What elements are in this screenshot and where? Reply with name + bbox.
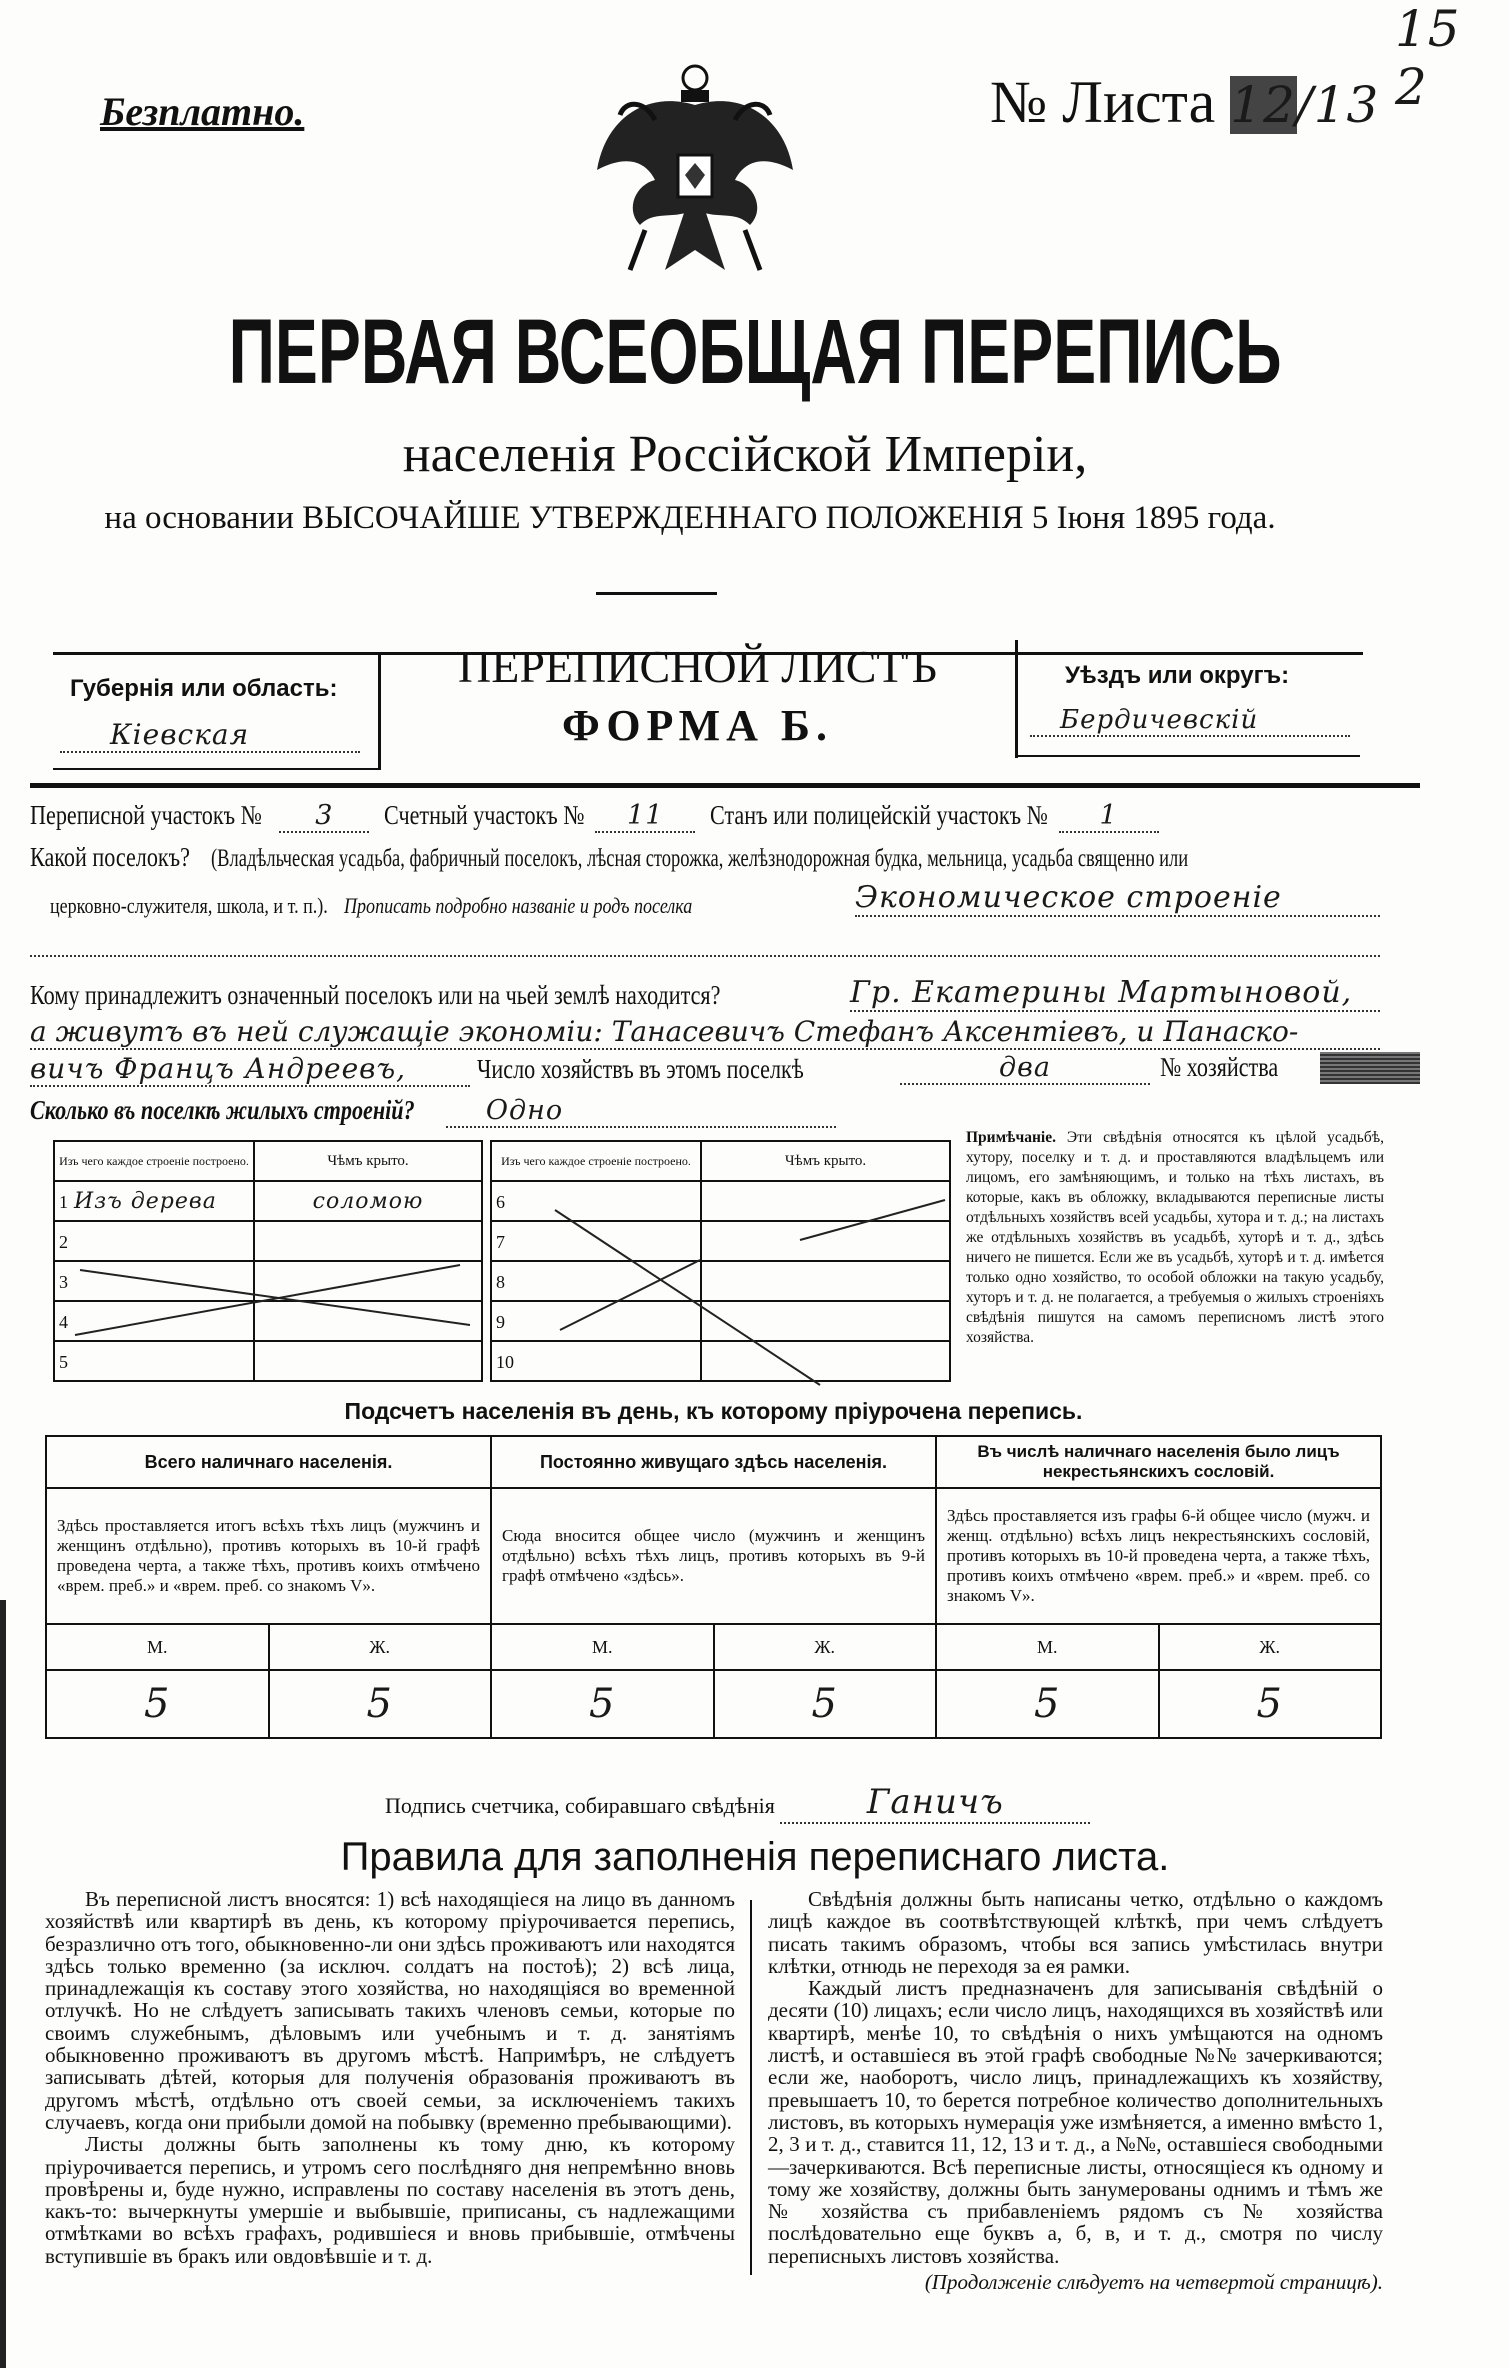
nonpeasant-male-value: 5: [936, 1670, 1159, 1738]
building-material-cell: [54, 1261, 254, 1301]
female-label: Ж.: [714, 1624, 937, 1670]
building-row: [491, 1181, 950, 1221]
building-row: [491, 1301, 950, 1341]
building-material-cell: [491, 1261, 701, 1301]
census-district-label: Переписной участокъ №: [30, 800, 262, 830]
rules-continued: (Продолженіе слѣдуетъ на четвертой страницѣ).: [924, 2270, 1383, 2295]
row-number: 6: [496, 1191, 505, 1212]
building-material-cell: [54, 1301, 254, 1341]
rules-title: Правила для заполненія переписнаго листа.: [340, 1835, 1170, 1879]
col-roof-header: Чѣмъ крыто.: [701, 1141, 950, 1181]
police-district-value: 1: [1059, 800, 1159, 833]
gubernia-value: Кіевская: [60, 718, 360, 753]
buildings-label: Сколько въ поселкѣ жилыхъ строеній?: [30, 1095, 415, 1125]
owner-line: [30, 980, 872, 1011]
district-line: [30, 800, 1159, 833]
counting-district-value: 11: [595, 800, 695, 833]
settlement-label: Какой поселокъ?: [30, 842, 190, 872]
main-title-wrap: [0, 300, 1510, 405]
building-roof-cell: [254, 1341, 482, 1381]
form-box-bottom-rule: [53, 768, 378, 770]
signature-value: Ганичъ: [780, 1782, 1090, 1824]
owner-label: Кому принадлежитъ означенный поселокъ или на чьей землѣ находится?: [30, 980, 721, 1010]
row-number: 4: [59, 1311, 68, 1332]
building-roof-cell: [701, 1341, 950, 1381]
buildings-table-right: [490, 1140, 951, 1382]
permanent-male-value: 5: [491, 1670, 714, 1738]
row-number: 5: [59, 1351, 68, 1372]
building-row: [54, 1181, 482, 1221]
header-thick-rule: [30, 783, 1420, 788]
building-row: [491, 1341, 950, 1381]
row-number: 3: [59, 1271, 68, 1292]
household-no-label: № хозяйства: [1160, 1052, 1279, 1082]
buildings-value: Одно: [446, 1095, 836, 1128]
rules-column-divider: [750, 1900, 752, 2275]
imperial-eagle-emblem-icon: [585, 60, 805, 300]
male-label: М.: [46, 1624, 269, 1670]
corner-handwritten-mark: 15 2: [1395, 0, 1461, 116]
divider: [596, 592, 717, 595]
subtitle: населенія Россійской Имперіи,: [402, 426, 1088, 483]
building-roof-cell: [254, 1301, 482, 1341]
owner-value-2: а живутъ въ ней служащіе экономіи: Танасевичъ Стефанъ Аксентіевъ, и Панаско-: [30, 1015, 1380, 1050]
building-roof-cell: [254, 1261, 482, 1301]
rules-paragraph: Свѣдѣнія должны быть написаны четко, отдѣльно о каждомъ лицѣ каждое въ соотвѣтствующей клѣткѣ, при чемъ слѣдуетъ писать такимъ образомъ, чтобы вся запись умѣстилась внутри клѣтки, отнюдь не переходя за ея рамки.: [768, 1887, 1383, 1978]
building-material-cell: [54, 1181, 254, 1221]
building-row: [54, 1301, 482, 1341]
form-box-right-bottom: [1015, 755, 1360, 757]
row-number: 7: [496, 1231, 505, 1252]
female-label: Ж.: [1159, 1624, 1382, 1670]
col-total-desc: Здѣсь проставляется итогъ всѣхъ тѣхъ лицъ (мужчинъ и женщинъ отдѣльно), противъ которыхъ въ 10-й графѣ проведена черта, а также тѣхъ, противъ коихъ отмѣчено «врем. преб.» и «врем. преб. со знакомъ V».: [46, 1488, 491, 1624]
households-line: [30, 1052, 1410, 1092]
total-male-value: 5: [46, 1670, 269, 1738]
building-row: [491, 1261, 950, 1301]
building-row: [54, 1341, 482, 1381]
settlement-line-2: [50, 893, 769, 919]
note-title: Примѣчаніе.: [966, 1129, 1056, 1146]
settlement-value: Экономическое строеніе: [855, 880, 1380, 917]
counting-district-label: Счетный участокъ №: [384, 800, 585, 830]
uezd-value: Бердичевскій: [1030, 705, 1350, 737]
settlement-hint-1: (Владѣльческая усадьба, фабричный поселокъ, лѣсная сторожка, желѣзнодорожная будка, мельница, усадьба священно или: [211, 845, 1189, 872]
sheet-number: [990, 68, 1379, 137]
note-text: Эти свѣдѣнія относятся къ цѣлой усадьбѣ, хутору, поселку и т. д. и проставляются владѣльцемъ или лицомъ, его замѣняющимъ, и только на тѣхъ листахъ, въ которые, какъ въ обложку, вкладываются переписные листы отдѣльныхъ хозяйствъ всей усадьбы, хутора и т. д.; на листахъ же отдѣльныхъ хозяйствъ въ усадьбѣ, хуторѣ и т. д., здѣсь ничего не пишется. Если же въ усадьбѣ, хуторѣ и т. д. имѣется только одно хозяйство, то особой обложки на такую усадьбу, хуторъ и т. д. не полагается, а требуемыя о жилыхъ строеніяхъ свѣдѣнія пишутся на самомъ переписномъ листѣ этого хозяйства.: [966, 1129, 1385, 1346]
note-block: [966, 1128, 1384, 1348]
household-no-redacted: [1320, 1052, 1420, 1084]
signature-label: Подпись счетчика, собиравшаго свѣдѣнія: [385, 1793, 775, 1818]
col-nonpeasant-header: Въ числѣ наличнаго населенія было лицъ некрестьянскихъ сословій.: [936, 1436, 1381, 1488]
households-value: два: [900, 1052, 1150, 1085]
basis-line: на основании ВЫСОЧАЙШЕ УТВЕРЖДЕННАГО ПОЛОЖЕНІЯ 5 Іюня 1895 года.: [104, 500, 1276, 536]
female-label: Ж.: [269, 1624, 492, 1670]
row-number: 9: [496, 1311, 505, 1332]
building-roof-cell: [701, 1261, 950, 1301]
buildings-table-left: [53, 1140, 483, 1382]
rules-left-column: [45, 1888, 735, 2267]
main-title: ПЕРВАЯ ВСЕОБЩАЯ ПЕРЕПИСЬ: [228, 301, 1282, 403]
row-number: 2: [59, 1231, 68, 1252]
building-roof-cell: [701, 1301, 950, 1341]
signature-line: [385, 1782, 1090, 1824]
building-material-cell: [54, 1341, 254, 1381]
building-roof-cell: соломою: [254, 1181, 482, 1221]
building-material-cell: [54, 1221, 254, 1261]
permanent-female-value: 5: [714, 1670, 937, 1738]
scan-edge: [0, 1600, 6, 2368]
col-material-header: Изъ чего каждое строеніе построено.: [491, 1141, 701, 1181]
households-label: Число хозяйствъ въ этомъ поселкѣ: [476, 1054, 804, 1084]
rules-paragraph: Въ переписной листъ вносятся: 1) всѣ находящіеся на лицо въ данномъ хозяйствѣ или квартирѣ въ день, къ которому пріурочивается перепись, безразлично отъ того, обыкновенно-ли они здѣсь проживаютъ или находятся здѣсь только временно (за исключ. солдатъ на постоѣ); 2) всѣ лица, принадлежащія къ составу этого хозяйства, но находящіяся во временной отлучкѣ. Но не слѣдуетъ записывать такихъ членовъ семьи, которые по своимъ служебнымъ, дѣловымъ или учебнымъ и т. д. занятіямъ обыкновенно проживаютъ въ другомъ мѣстѣ. Напримѣръ, не слѣдуетъ записывать дѣтей, которыя для полученія образованія проживаютъ въ другомъ мѣстѣ, отдѣльно отъ своей семьи, за исключеніемъ такихъ случаевъ, когда они прибыли домой на побывку (временно пребывающими).: [45, 1887, 735, 2134]
male-label: М.: [491, 1624, 714, 1670]
male-label: М.: [936, 1624, 1159, 1670]
rules-right-column: [768, 1888, 1383, 2293]
form-box-divider-right: [1015, 640, 1018, 758]
building-material-cell: [491, 1301, 701, 1341]
sheet-number-label: № Листа: [990, 69, 1216, 135]
buildings-line: [30, 1095, 836, 1128]
col-material-header: Изъ чего каждое строеніе построено.: [54, 1141, 254, 1181]
population-title: Подсчетъ населенія въ день, къ которому пріурочена перепись.: [344, 1398, 1083, 1424]
uezd-label: Уѣздъ или округъ:: [1065, 662, 1290, 689]
settlement-line-1: [30, 842, 1510, 873]
total-female-value: 5: [269, 1670, 492, 1738]
dotted-rule: [30, 955, 1380, 957]
owner-value-3: вичъ Францъ Андреевъ,: [30, 1052, 470, 1087]
building-material-value: Изъ дерева: [74, 1188, 217, 1214]
row-number: 8: [496, 1271, 505, 1292]
building-row: [491, 1221, 950, 1261]
building-roof-cell: [701, 1181, 950, 1221]
rules-paragraph: Листы должны быть заполнены къ тому дню, къ которому пріурочивается перепись, и утромъ сего послѣдняго дня непремѣнно вновь провѣрены и, буде нужно, исправлены по составу населенія въ этотъ день, какъ-то: вычеркнуты умершіе и выбывшіе, приписаны, съ надлежащими отмѣтками во всѣхъ графахъ, родившіеся и вновь прибывшіе, отмѣчены вступившіе въ бракъ или овдовѣвшіе и т. д.: [45, 2132, 735, 2268]
gubernia-label: Губернія или область:: [70, 675, 338, 702]
census-district-value: 3: [279, 800, 369, 833]
col-nonpeasant-desc: Здѣсь проставляется изъ графы 6-й общее число (мужч. и женщ. отдѣльно) всѣхъ лицъ некрестьянскихъ сословій, противъ которыхъ въ 10-й проведена черта, а также тѣхъ, противъ коихъ отмѣчено «врем. преб.» и «врем. преб. со знакомъ V».: [936, 1488, 1381, 1624]
police-district-label: Станъ или полицейскій участокъ №: [709, 800, 1048, 830]
building-material-cell: [491, 1341, 701, 1381]
row-number: 10: [496, 1351, 514, 1372]
population-table: [45, 1435, 1382, 1739]
form-name: ФОРМА Б.: [562, 701, 833, 750]
col-permanent-desc: Сюда вносится общее число (мужчинъ и женщинъ отдѣльно) всѣхъ тѣхъ лицъ, противъ которыхъ въ 9-й графѣ отмѣчено «здѣсь».: [491, 1488, 936, 1624]
col-roof-header: Чѣмъ крыто.: [254, 1141, 482, 1181]
col-total-header: Всего наличнаго населенія.: [46, 1436, 491, 1488]
building-roof-cell: [701, 1221, 950, 1261]
building-roof-cell: [254, 1221, 482, 1261]
sheet-number-value: 12/13: [1230, 76, 1380, 134]
building-material-cell: [491, 1181, 701, 1221]
building-row: [54, 1261, 482, 1301]
free-label: Безплатно.: [100, 89, 305, 134]
col-permanent-header: Постоянно живущаго здѣсь населенія.: [491, 1436, 936, 1488]
settlement-hint-2: церковно-служителя, школа, и т. п.).: [50, 893, 328, 918]
building-material-cell: [491, 1221, 701, 1261]
row-number: 1: [59, 1191, 68, 1212]
settlement-hint-3: Прописать подробно названіе и родъ поселка: [344, 893, 693, 918]
form-title: ПЕРЕПИСНОЙ ЛИСТЪ: [458, 641, 937, 692]
owner-value-1: Гр. Екатерины Мартыновой,: [850, 975, 1380, 1012]
building-row: [54, 1221, 482, 1261]
rules-paragraph: Каждый листъ предназначенъ для записыванія свѣдѣній о десяти (10) лицахъ; если число лицъ, находящихся въ хозяйствѣ или квартирѣ, менѣе 10, то свѣдѣнія о нихъ умѣщаются на одномъ листѣ, и оставшіеся въ этой графѣ свободные №№ зачеркиваются; если же, наоборотъ, число лицъ, принадлежащихъ къ хозяйству, превышаетъ 10, то берется потребное количество дополнительныхъ листовъ, въ которыхъ нумерація уже измѣняется, а именно вмѣсто 1, 2, 3 и т. д., ставится 11, 12, 13 и т. д., а №№, оставшіеся свободными—зачеркиваются. Всѣ переписные листы, относящіеся къ одному и тому же хозяйству, должны быть занумерованы однимъ и тѣмъ же № хозяйства съ прибавленіемъ рядомъ съ № хозяйства послѣдовательно еще буквъ а, б, в, и т. д., смотря по числу переписныхъ листовъ хозяйства.: [768, 1976, 1383, 2268]
nonpeasant-female-value: 5: [1159, 1670, 1382, 1738]
